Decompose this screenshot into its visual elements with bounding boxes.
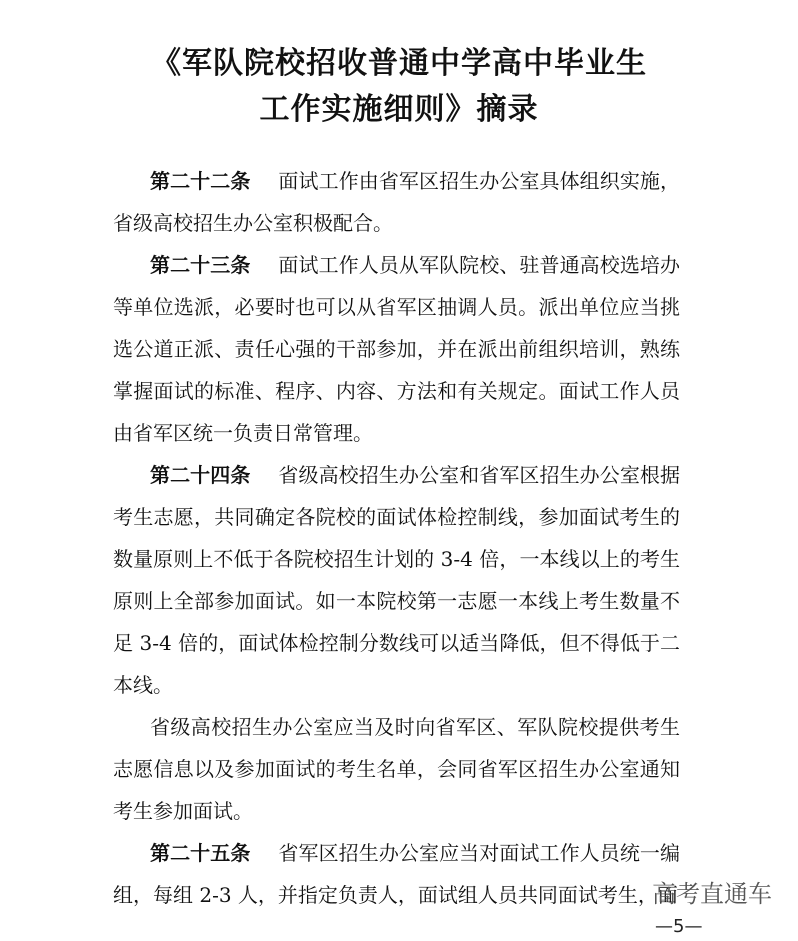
- text-line: [113, 244, 680, 286]
- line-text: 原则上全部参加面试。如一本院校第一志愿一本线上考生数量不: [113, 589, 680, 613]
- text-line: [113, 328, 680, 370]
- document-body: [113, 160, 680, 916]
- text-line: [113, 874, 680, 916]
- line-text: 选公道正派、责任心强的干部参加，并在派出前组织培训，熟练: [113, 337, 680, 361]
- paragraph: [113, 160, 680, 244]
- line-text: 本线。: [113, 673, 173, 697]
- line-text: 掌握面试的标准、程序、内容、方法和有关规定。面试工作人员: [113, 379, 680, 403]
- text-line: [113, 160, 680, 202]
- text-line: [113, 496, 680, 538]
- line-text: 由省军区统一负责日常管理。: [113, 421, 373, 445]
- text-line: [113, 580, 680, 622]
- paragraph: [113, 832, 680, 916]
- text-line: [113, 664, 680, 706]
- line-text: 面试工作人员从军队院校、驻普通高校选培办: [278, 253, 681, 277]
- article-number: 第二十四条: [150, 463, 251, 487]
- line-text: 省级高校招生办公室应当及时向省军区、军队院校提供考生: [150, 715, 680, 739]
- page-number: —5—: [655, 916, 703, 937]
- text-line: [113, 202, 680, 244]
- article-number: 第二十五条: [150, 841, 251, 865]
- line-text: 面试工作由省军区招生办公室具体组织实施，: [278, 169, 681, 193]
- line-text: 志愿信息以及参加面试的考生名单，会同省军区招生办公室通知: [113, 757, 680, 781]
- text-line: [113, 622, 680, 664]
- line-text: 省军区招生办公室应当对面试工作人员统一编: [278, 841, 681, 865]
- line-text: 组，每组 2-3 人，并指定负责人，面试组人员共同面试考生，面: [113, 883, 678, 907]
- text-line: [113, 454, 680, 496]
- article-number: 第二十三条: [150, 253, 251, 277]
- line-text: 考生参加面试。: [113, 799, 253, 823]
- line-text: 等单位选派，必要时也可以从省军区抽调人员。派出单位应当挑: [113, 295, 680, 319]
- line-text: 考生志愿，共同确定各院校的面试体检控制线，参加面试考生的: [113, 505, 680, 529]
- document-title-line-1: 《军队院校招收普通中学高中毕业生: [151, 46, 647, 81]
- document-title-line-2: 工作实施细则》摘录: [259, 92, 539, 127]
- text-line: [113, 538, 680, 580]
- text-line: [113, 748, 680, 790]
- text-line: [113, 370, 680, 412]
- text-line: [113, 790, 680, 832]
- text-line: [113, 832, 680, 874]
- line-text: 足 3-4 倍的，面试体检控制分数线可以适当降低，但不得低于二: [113, 631, 680, 655]
- article-number: 第二十二条: [150, 169, 251, 193]
- paragraph: [113, 706, 680, 832]
- line-text: 省级高校招生办公室积极配合。: [113, 211, 393, 235]
- line-text: 数量原则上不低于各院校招生计划的 3-4 倍，一本线以上的考生: [113, 547, 680, 571]
- line-text: 省级高校招生办公室和省军区招生办公室根据: [278, 463, 681, 487]
- paragraph: [113, 454, 680, 706]
- text-line: [113, 706, 680, 748]
- watermark: 高考直通车: [652, 880, 772, 908]
- text-line: [113, 412, 680, 454]
- text-line: [113, 286, 680, 328]
- paragraph: [113, 244, 680, 454]
